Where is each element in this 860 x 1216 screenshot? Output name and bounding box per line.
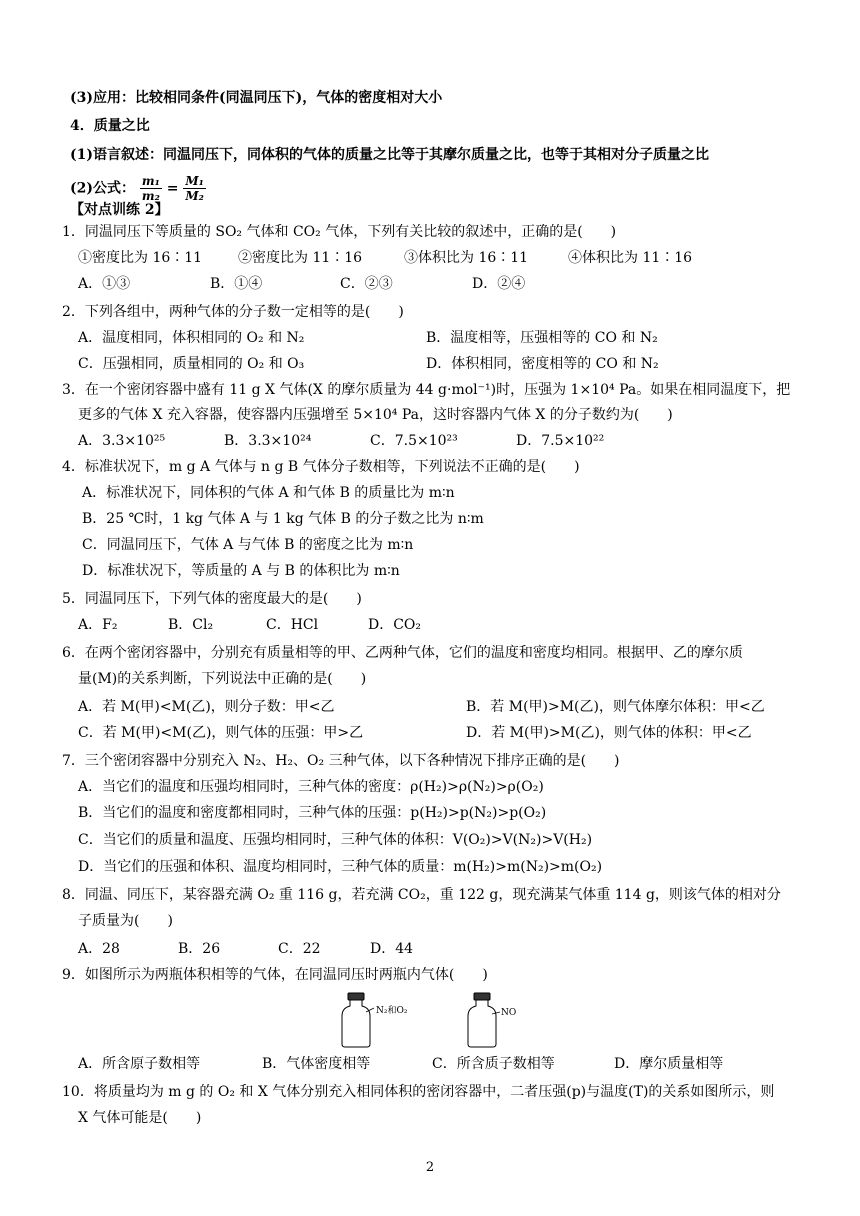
formula-M2: M₂ — [185, 189, 204, 203]
q6-option-d[interactable]: D．若 M(甲)>M(乙)，则气体的体积：甲<乙 — [466, 725, 752, 741]
formula-m2: m₂ — [141, 189, 160, 203]
q2-option-c[interactable]: C．压强相同，质量相同的 O₂ 和 O₃ — [78, 356, 305, 372]
q9-option-b[interactable]: B．气体密度相等 — [262, 1056, 371, 1072]
q5-option-d[interactable]: D．CO₂ — [368, 617, 422, 633]
q5-option-a[interactable]: A．F₂ — [78, 617, 118, 633]
q8-option-c[interactable]: C．22 — [278, 941, 321, 957]
q8-option-d[interactable]: D．44 — [370, 941, 414, 957]
q8-option-b[interactable]: B．26 — [178, 941, 221, 957]
q7-option-d[interactable]: D．当它们的压强和体积、温度均相同时，三种气体的质量：m(H₂)>m(N₂)>m(O₂) — [78, 859, 603, 875]
bottle-1-label: N₂和O₂ — [376, 1006, 408, 1016]
q9-option-a[interactable]: A．所含原子数相等 — [78, 1056, 201, 1072]
q4-option-d[interactable]: D．标准状况下，等质量的 A 与 B 的体积比为 m∶n — [82, 563, 400, 579]
q6-option-a[interactable]: A．若 M(甲)<M(乙)，则分子数：甲<乙 — [78, 699, 335, 715]
q4-option-a[interactable]: A．标准状况下，同体积的气体 A 和气体 B 的质量比为 m∶n — [82, 485, 455, 501]
question-5-stem: 5．同温同压下，下列气体的密度最大的是( ) — [62, 591, 362, 607]
question-8-stem-2: 子质量为( ) — [78, 913, 173, 929]
section-3-application: (3)应用：比较相同条件(同温同压下)，气体的密度相对大小 — [70, 90, 443, 106]
fraction-M — [183, 174, 206, 203]
section-4-title: 4．质量之比 — [70, 118, 150, 134]
gas-bottle-1-icon — [340, 992, 400, 1048]
q6-option-b[interactable]: B．若 M(甲)>M(乙)，则气体摩尔体积：甲<乙 — [466, 699, 765, 715]
q1-item-2: ②密度比为 11∶16 — [238, 250, 363, 266]
question-8-stem-1: 8．同温、同压下，某容器充满 O₂ 重 116 g，若充满 CO₂，重 122 g，现充满某气体重 114 g，则该气体的相对分 — [62, 887, 781, 903]
question-3-stem-2: 更多的气体 X 充入容器，使容器内压强增至 5×10⁴ Pa，这时容器内气体 X 的分子数约为( ) — [78, 407, 673, 423]
page-number: 2 — [425, 1160, 435, 1175]
section-4-2-label — [70, 174, 206, 203]
question-10-stem-2: X 气体可能是( ) — [78, 1110, 202, 1126]
q4-option-c[interactable]: C．同温同压下，气体 A 与气体 B 的密度之比为 m∶n — [82, 537, 414, 553]
q1-item-1: ①密度比为 16∶11 — [78, 250, 203, 266]
formula-m1: m₁ — [141, 174, 160, 188]
q8-option-a[interactable]: A．28 — [78, 941, 120, 957]
question-1-stem: 1．同温同压下等质量的 SO₂ 气体和 CO₂ 气体，下列有关比较的叙述中，正确的是( ) — [62, 224, 617, 240]
q1-option-a[interactable]: A．①③ — [78, 276, 131, 292]
q7-option-a[interactable]: A．当它们的温度和压强均相同时，三种气体的密度：ρ(H₂)>ρ(N₂)>ρ(O₂) — [78, 779, 544, 795]
q3-option-c[interactable]: C．7.5×10²³ — [370, 433, 458, 449]
fraction-m — [140, 174, 162, 203]
formula-M1: M₁ — [185, 174, 204, 188]
question-3-stem-1: 3．在一个密闭容器中盛有 11 g X 气体(X 的摩尔质量为 44 g·mol⁻¹)时，压强为 1×10⁴ Pa。如果在相同温度下，把 — [62, 382, 791, 398]
q7-option-b[interactable]: B．当它们的温度和密度都相同时，三种气体的压强：p(H₂)>p(N₂)>p(O₂) — [78, 805, 547, 821]
question-4-stem: 4．标准状况下，m g A 气体与 n g B 气体分子数相等，下列说法不正确的是( ) — [62, 459, 580, 475]
q1-item-4: ④体积比为 11∶16 — [568, 250, 693, 266]
question-7-stem: 7．三个密闭容器中分别充入 N₂、H₂、O₂ 三种气体，以下各种情况下排序正确的是( ) — [62, 753, 620, 769]
q3-option-b[interactable]: B．3.3×10²⁴ — [224, 433, 312, 449]
gas-bottle-2-icon — [466, 992, 526, 1048]
formula-label: (2)公式： — [70, 180, 135, 197]
question-2-stem: 2．下列各组中，两种气体的分子数一定相等的是( ) — [62, 304, 404, 320]
q1-item-3: ③体积比为 16∶11 — [404, 250, 529, 266]
q3-option-a[interactable]: A．3.3×10²⁵ — [78, 433, 166, 449]
q3-option-d[interactable]: D．7.5×10²² — [516, 433, 605, 449]
bottle-2-label: NO — [501, 1008, 517, 1018]
section-4-1-text: (1)语言叙述：同温同压下，同体积的气体的质量之比等于其摩尔质量之比，也等于其相对分子质量之比 — [70, 147, 709, 163]
training-heading: 【对点训练 2】 — [70, 202, 169, 218]
q9-option-d[interactable]: D．摩尔质量相等 — [614, 1056, 724, 1072]
q2-option-d[interactable]: D．体积相同，密度相等的 CO 和 N₂ — [426, 356, 659, 372]
q7-option-c[interactable]: C．当它们的质量和温度、压强均相同时，三种气体的体积：V(O₂)>V(N₂)>V(H₂) — [78, 832, 593, 848]
section-4-1-statement — [70, 145, 709, 165]
q2-option-b[interactable]: B．温度相等，压强相等的 CO 和 N₂ — [426, 330, 658, 346]
q9-option-c[interactable]: C．所含质子数相等 — [432, 1056, 555, 1072]
q1-option-d[interactable]: D．②④ — [472, 276, 526, 292]
question-9-stem: 9．如图所示为两瓶体积相等的气体，在同温同压时两瓶内气体( ) — [62, 967, 488, 983]
q2-option-a[interactable]: A．温度相同，体积相同的 O₂ 和 N₂ — [78, 330, 305, 346]
q1-option-b[interactable]: B．①④ — [210, 276, 263, 292]
question-10-stem-1: 10．将质量均为 m g 的 O₂ 和 X 气体分别充入相同体积的密闭容器中，二者压强(p)与温度(T)的关系如图所示，则 — [62, 1084, 775, 1100]
q4-option-b[interactable]: B．25 ℃时，1 kg 气体 A 与 1 kg 气体 B 的分子数之比为 n∶m — [82, 511, 484, 527]
question-6-stem-2: 量(M)的关系判断，下列说法中正确的是( ) — [78, 671, 367, 687]
q5-option-b[interactable]: B．Cl₂ — [168, 617, 214, 633]
question-6-stem-1: 6．在两个密闭容器中，分别充有质量相等的甲、乙两种气体，它们的温度和密度均相同。根据甲、乙的摩尔质 — [62, 645, 743, 661]
q5-option-c[interactable]: C．HCl — [266, 617, 319, 633]
formula-equals: = — [166, 180, 179, 197]
q6-option-c[interactable]: C．若 M(甲)<M(乙)，则气体的压强：甲>乙 — [78, 725, 364, 741]
q1-option-c[interactable]: C．②③ — [340, 276, 393, 292]
